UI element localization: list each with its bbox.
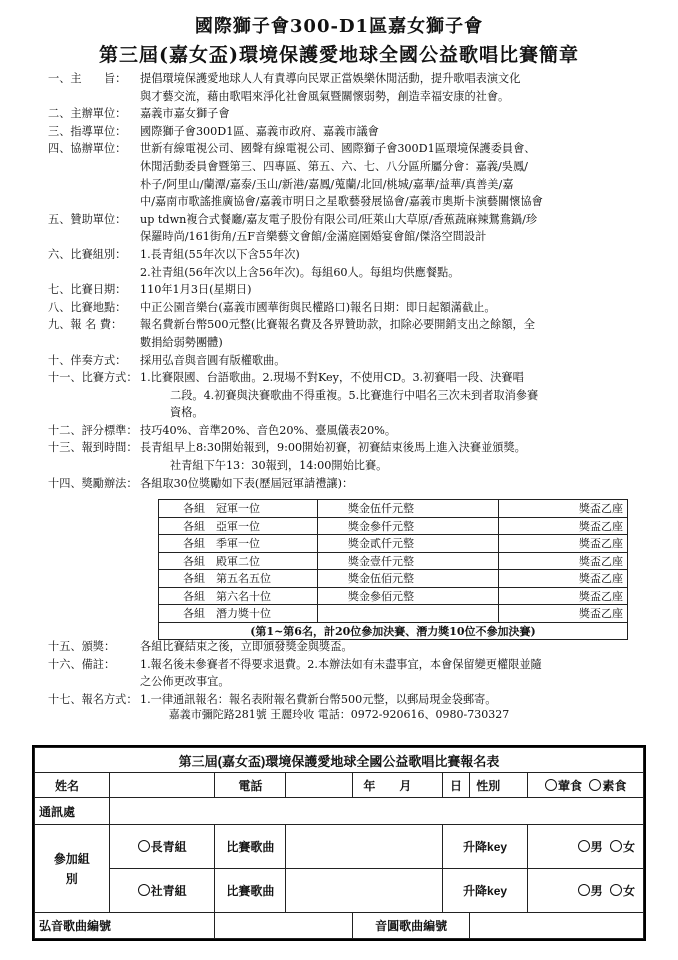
rule-line xyxy=(48,281,668,299)
rule-text: 長青組早上8:30開始報到，9:00開始初賽，初賽結束後馬上進入決賽並頒獎。 xyxy=(140,441,526,455)
rule-text: 提倡環境保護愛地球人人有責導向民眾正當娛樂休閒活動，提升歌唱表演文化 xyxy=(140,72,521,85)
rule-label-spacer xyxy=(48,193,140,211)
group-label-line2: 別 xyxy=(65,871,78,886)
rule-label-spacer xyxy=(48,88,140,106)
hongyin-label: 弘音歌曲編號 xyxy=(35,913,215,939)
social-group-label: 社青組 xyxy=(150,884,187,898)
prize-row xyxy=(159,552,628,570)
prize-note-row xyxy=(159,622,628,640)
prize-cell: 獎盃乙座 xyxy=(499,570,628,588)
phone-label: 電話 xyxy=(215,773,286,798)
elder-gender-choice[interactable] xyxy=(528,825,644,869)
rule-text: 報名費新台幣500元整(比賽報名費及各界贊助款，扣除必要開銷支出之餘額，全 xyxy=(140,318,535,332)
rule-line xyxy=(48,264,668,282)
prize-cell xyxy=(318,605,499,623)
rule-label-spacer xyxy=(48,228,140,246)
rule-text: 休閒活動委員會暨第三、四專區、第五、六、七、八分區所屬分會：嘉義/吳鳳/ xyxy=(140,159,528,173)
diet-choice[interactable] xyxy=(528,773,644,798)
rule-line xyxy=(48,193,668,211)
rules-section xyxy=(48,70,668,492)
prize-cell: 各組 殿軍二位 xyxy=(159,552,318,570)
rule-line xyxy=(48,299,668,317)
rule-text: 世新有線電視公司、國聲有線電視公司、國際獅子會300D1區環境保護委員會、 xyxy=(140,142,536,156)
rule-text: 二段。4.初賽與決賽歌曲不得重複。5.比賽進行中唱名三次未到者取消參賽 xyxy=(170,388,539,402)
rule-text: 之公佈更改事宜。 xyxy=(140,675,230,689)
rule-label-spacer xyxy=(48,387,140,405)
rules-after-section xyxy=(48,638,668,708)
birth-date-field[interactable] xyxy=(352,773,442,798)
rule-label: 十四、獎勵辦法： xyxy=(48,476,138,490)
meat-radio[interactable] xyxy=(545,779,557,791)
rule-line xyxy=(48,638,668,656)
mailing-address: 嘉義市彌陀路281號 王麗玲收 電話：0972-920616、0980-730327 xyxy=(168,708,510,721)
rule-line xyxy=(48,475,668,493)
rule-line xyxy=(48,387,668,405)
meat-label: 葷食 xyxy=(557,778,582,793)
prize-cell: 獎金貳仟元整 xyxy=(318,535,499,553)
rule-label-spacer xyxy=(48,673,140,691)
rule-label: 五、贊助單位： xyxy=(48,212,127,226)
prize-cell: 獎金壹仟元整 xyxy=(318,552,499,570)
rule-line xyxy=(48,70,668,88)
rule-text: 數捐給弱勢團體) xyxy=(140,335,223,349)
rule-label-spacer xyxy=(48,176,140,194)
elder-male-radio[interactable] xyxy=(578,840,590,852)
elder-female-label: 女 xyxy=(622,840,635,854)
rule-line xyxy=(48,211,668,229)
prize-row xyxy=(159,570,628,588)
rule-text: 嘉義市嘉女獅子會 xyxy=(140,107,230,121)
rule-line xyxy=(48,656,668,674)
rule-label: 十三、報到時間： xyxy=(48,441,138,455)
hongyin-field[interactable] xyxy=(215,913,353,939)
contest-title: 第三屆(嘉女盃)環境保護愛地球全國公益歌唱比賽簡章 xyxy=(99,44,579,66)
month-label: 月 xyxy=(399,778,412,793)
prize-cell: 獎盃乙座 xyxy=(499,535,628,553)
social-key-label: 升降key xyxy=(442,869,527,913)
rule-text: 技巧40%、音準20%、音色20%、臺風儀表20%。 xyxy=(140,423,397,437)
rule-line xyxy=(48,439,668,457)
prize-table xyxy=(158,499,628,640)
rule-text: 1.一律通訊報名：報名表附報名費新台幣500元整，以郵局現金袋郵寄。 xyxy=(140,692,497,706)
prize-cell: 獎盃乙座 xyxy=(499,552,628,570)
rule-label: 三、指導單位： xyxy=(48,124,127,138)
prize-cell: 各組 第六名十位 xyxy=(159,587,318,605)
rule-label: 一、主 旨： xyxy=(48,72,127,85)
elder-song-label: 比賽歌曲 xyxy=(215,825,286,869)
rule-label: 九、報 名 費： xyxy=(48,318,123,332)
name-label: 姓名 xyxy=(35,773,110,798)
address-field[interactable] xyxy=(109,798,643,825)
social-male-radio[interactable] xyxy=(578,884,590,896)
rule-text: 1.報名後未參賽者不得要求退費。2.本辦法如有未盡事宜，本會保留變更權限並隨 xyxy=(140,657,542,671)
social-group-option[interactable] xyxy=(109,869,215,913)
veg-label: 素食 xyxy=(602,778,627,793)
prize-row xyxy=(159,605,628,623)
rule-line xyxy=(48,673,668,691)
prize-cell: 獎金參仟元整 xyxy=(318,517,499,535)
rule-label-spacer xyxy=(48,404,140,422)
address-label: 通訊處 xyxy=(35,798,110,825)
day-label: 日 xyxy=(442,773,469,798)
social-female-radio[interactable] xyxy=(610,884,622,896)
rule-text: 中/嘉南市歌謠推廣協會/嘉義市明日之星歌藝發展協會/嘉義市奧斯卡演藝關懷協會 xyxy=(140,195,543,209)
group-label xyxy=(35,825,110,913)
rule-text: 資格。 xyxy=(170,406,204,420)
rule-line xyxy=(48,316,668,334)
prize-cell: 獎盃乙座 xyxy=(499,500,628,518)
prize-cell: 獎盃乙座 xyxy=(499,587,628,605)
elder-song-field[interactable] xyxy=(286,825,442,869)
prize-cell: 獎金伍佰元整 xyxy=(318,570,499,588)
elder-key-label: 升降key xyxy=(442,825,527,869)
phone-field[interactable] xyxy=(286,773,353,798)
rule-line xyxy=(48,158,668,176)
rule-label: 十六、備註： xyxy=(48,657,116,671)
rule-text: 各組取30位獎勵如下表(歷屆冠軍請禮讓)： xyxy=(140,476,354,490)
year-label: 年 xyxy=(363,778,376,793)
rule-text: 國際獅子會300D1區、嘉義市政府、嘉義市議會 xyxy=(140,124,379,138)
social-gender-choice[interactable] xyxy=(528,869,644,913)
rule-label: 十一、比賽方式： xyxy=(48,371,138,385)
rule-line xyxy=(48,334,668,352)
rule-line xyxy=(48,123,668,141)
rule-label-spacer xyxy=(48,264,140,282)
veg-radio[interactable] xyxy=(589,779,601,791)
rule-text: 與才藝交流，藉由歌唱來淨化社會風氣暨關懷弱勢，創造幸福安康的社會。 xyxy=(140,89,510,103)
rule-label-spacer xyxy=(48,158,140,176)
rule-label: 十、伴奏方式： xyxy=(48,353,127,367)
elder-male-label: 男 xyxy=(590,840,603,854)
rule-line xyxy=(48,352,668,370)
social-song-label: 比賽歌曲 xyxy=(215,869,286,913)
yinyuan-field[interactable] xyxy=(470,913,644,939)
yinyuan-label: 音圓歌曲編號 xyxy=(352,913,469,939)
social-female-label: 女 xyxy=(622,884,635,898)
rule-line xyxy=(48,404,668,422)
social-group-radio[interactable] xyxy=(138,884,150,896)
rule-text: 採用弘音與音圓有版權歌曲。 xyxy=(140,353,286,367)
rule-text: up tdwn複合式餐廳/嘉友電子股份有限公司/旺萊山大草原/香蕉蔬麻辣鴛鴦鍋/珍 xyxy=(140,212,538,226)
rule-line xyxy=(48,88,668,106)
rule-line xyxy=(48,422,668,440)
rule-line xyxy=(48,176,668,194)
rule-text: 中正公園音樂台(嘉義市國華街與民權路口)報名日期：即日起額滿截止。 xyxy=(140,300,496,314)
rule-text: 各組比賽結束之後，立即頒發獎金與獎盃。 xyxy=(140,640,353,653)
rule-label: 十五、頒獎： xyxy=(48,640,116,653)
rule-line xyxy=(48,246,668,264)
rule-text: 1.比賽限國、台語歌曲。2.現場不對Key，不使用CD。3.初賽唱一段、決賽唱 xyxy=(140,371,524,385)
prize-cell: 獎金伍仟元整 xyxy=(318,500,499,518)
prize-row xyxy=(159,587,628,605)
rule-label-spacer xyxy=(48,334,140,352)
prize-row xyxy=(159,500,628,518)
rule-text: 110年1月3日(星期日) xyxy=(140,283,252,297)
prize-cell: 各組 冠軍一位 xyxy=(159,500,318,518)
rule-line xyxy=(48,140,668,158)
rule-line xyxy=(48,228,668,246)
prize-cell: 獎盃乙座 xyxy=(499,517,628,535)
elder-group-option[interactable] xyxy=(109,825,215,869)
rule-text: 保羅時尚/161街角/五F音樂藝文會館/金滿庭園婚宴會館/傑洛空間設計 xyxy=(140,230,487,244)
prize-cell: 獎盃乙座 xyxy=(499,605,628,623)
rule-label: 四、協辦單位： xyxy=(48,142,127,156)
rule-line xyxy=(48,457,668,475)
rule-text: 1.長青組(55年次以下含55年次) xyxy=(140,247,300,261)
rule-label: 七、比賽日期： xyxy=(48,283,127,297)
rule-label-spacer xyxy=(48,457,140,475)
prize-cell: 各組 潛力獎十位 xyxy=(159,605,318,623)
rule-line xyxy=(48,369,668,387)
prize-cell: 各組 季軍一位 xyxy=(159,535,318,553)
rule-label: 六、比賽組別： xyxy=(48,247,127,261)
elder-female-radio[interactable] xyxy=(610,840,622,852)
prize-row xyxy=(159,517,628,535)
social-song-field[interactable] xyxy=(286,869,442,913)
prize-cell: 各組 亞軍一位 xyxy=(159,517,318,535)
rule-label: 十二、評分標準： xyxy=(48,423,138,437)
elder-group-radio[interactable] xyxy=(138,840,150,852)
social-male-label: 男 xyxy=(590,884,603,898)
prize-note: (第1~第6名，計20位參加決賽、潛力獎10位不參加決賽) xyxy=(159,622,628,640)
rule-label: 八、比賽地點： xyxy=(48,300,127,314)
prize-cell: 各組 第五名五位 xyxy=(159,570,318,588)
rule-label: 二、主辦單位： xyxy=(48,107,127,121)
rule-text: 朴子/阿里山/蘭潭/嘉泰/玉山/新港/嘉鳳/蒐蘭/北回/桃城/嘉華/益華/真善美/嘉 xyxy=(140,177,514,191)
name-field[interactable] xyxy=(109,773,215,798)
gender-label: 性別 xyxy=(470,773,528,798)
prize-cell: 獎金參佰元整 xyxy=(318,587,499,605)
elder-group-label: 長青組 xyxy=(150,840,187,854)
rule-text: 2.社青組(56年次以上含56年次)。每組60人。每組均供應餐點。 xyxy=(140,265,460,279)
group-label-line1: 參加組 xyxy=(53,851,90,866)
registration-form xyxy=(32,745,646,941)
prize-row xyxy=(159,535,628,553)
rule-label: 十七、報名方式： xyxy=(48,692,138,706)
org-title: 國際獅子會300-D1區嘉女獅子會 xyxy=(194,16,484,37)
rule-line xyxy=(48,105,668,123)
rule-text: 社青組下午13：30報到，14:00開始比賽。 xyxy=(170,459,388,473)
form-title: 第三屆(嘉女盃)環境保護愛地球全國公益歌唱比賽報名表 xyxy=(35,748,644,773)
